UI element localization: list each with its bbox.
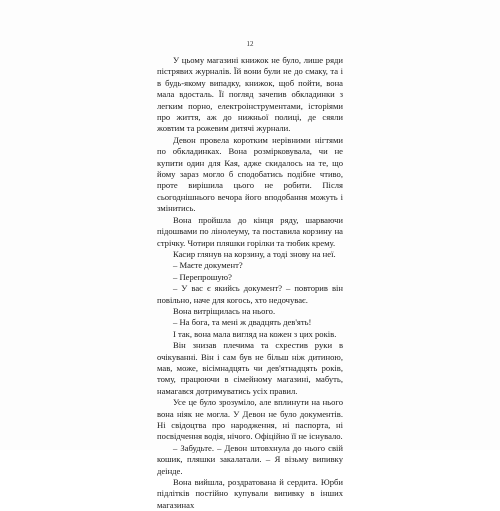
paragraph: У цьому магазині книжок не було, лише ряди пістрявих журналів. Їй вони були не до смаку, та і в будь-якому випадку, книжок, щоб пойти, вона мала вдосталь. Її погляд зачепив обкладинки з легким порно, електроінструментами, історіями про життя, аж до нижньої полиці, де сяяли жовтим та рожевим дитячі журнали. (157, 55, 343, 134)
paragraph: І так, вона мала вигляд на кожен з цих років. (173, 328, 337, 339)
paragraph: Вона витріщилась на нього. (173, 305, 276, 316)
paragraph: Касир глянув на корзину, а тоді знову на неї. (173, 248, 336, 259)
paragraph: – На бога, та мені ж двадцять дев'ять! (173, 317, 312, 328)
paragraph: – У вас є якийсь документ? – повторив він повільно, наче для когось, хто недочуває. (157, 283, 343, 305)
paragraph: Девон провела коротким нерівними нігтями по обкладинках. Вона розмірковувала, чи не купити один для Кая, адже скидалось на те, що йому зараз могло б сподобатись подібне чтиво, проте вирішила цього не робити. Після сьогоднішнього вечора його вподобання можуть і змінитись. (157, 134, 343, 214)
paragraph: Вона вийшла, роздратована й сердита. Юрби підлітків постійно купували випивку в інших магазинах (157, 477, 343, 510)
paragraph: – Забудьте. – Девон штовхнула до нього свій кошик, пляшки закалатали. – Я візьму випивку деінде. (157, 442, 343, 476)
paragraph: Вона пройшла до кінця ряду, шарваючи підошвами по лінолеуму, та поставила корзину на стрічку. Чотири пляшки горілки та тюбик крему. (157, 214, 343, 248)
paragraph: Усе це було зрозуміло, але вплинути на нього вона ніяк не могла. У Девон не було документів. Ні свідоцтва про народження, ні паспорта, ні посвідчення водія, нічого. Офіційно її не існувало. (157, 397, 343, 442)
paragraph: – Маєте документ? (173, 260, 243, 271)
paragraph: Він знизав плечима та схрестив руки в очікуванні. Він і сам був не більш ніж дитиною, мав, може, вісімнадцять чи дев'ятнадцять років, тому, працюючи в сімейному магазині, мабуть, намагався дотримуватись усіх правил. (157, 340, 343, 396)
body-text (157, 55, 343, 511)
page-number: 12 (246, 40, 254, 48)
paragraph: – Перепрошую? (173, 271, 232, 282)
